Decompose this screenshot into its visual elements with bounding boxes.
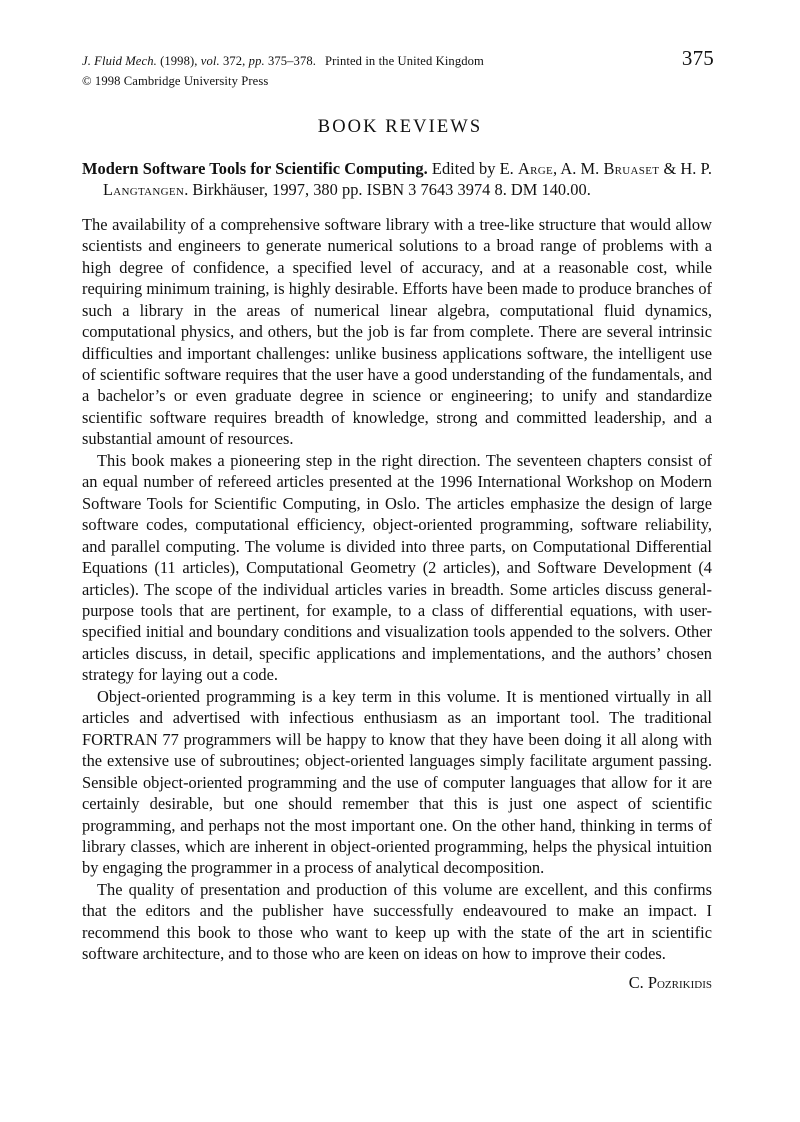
copyright-line: © 1998 Cambridge University Press xyxy=(82,74,269,88)
editor-bruaset-initials: , A. M. xyxy=(553,159,604,178)
page-number: 375 xyxy=(681,46,714,70)
editor-join: & H. P. xyxy=(659,159,712,178)
book-citation xyxy=(82,158,712,201)
journal-year: (1998), xyxy=(160,54,198,68)
review-paragraph: Object-oriented programming is a key term in this volume. It is mentioned virtually in all articles and advertised with infectious enthusiasm as an important tool. The traditional FORTRAN 77 programmers will be happy to know that they have been doing it all along with the extensive use of subroutines; object-oriented languages simply facilitate argument passing. Sensible object-oriented programming and the use of computer languages that allow for it are certainly desirable, but one should remember that this is just one aspect of scientific programming, and perhaps not the most important one. On the other hand, thinking in terms of library classes, which are inherent in object-oriented programming, helps the physical intuition by engaging the programmer in a process of analytical decomposition. xyxy=(82,686,712,878)
text-column xyxy=(82,158,712,993)
volume-label: vol. xyxy=(200,54,220,68)
review-paragraph: The availability of a comprehensive software library with a tree-like structure that would allow scientists and engineers to generate numerical solutions to a broad range of problems with a high degree of confidence, a specified level of accuracy, and at a reasonable cost, while requiring minimum training, is highly desirable. Efforts have been made to produce branches of such a library in the areas of numerical linear algebra, computational fluid dynamics, computational physics, and others, but the job is far from complete. There are several intrinsic difficulties and important challenges: unlike business applications software, the intelligent use of scientific software requires that the user have a good understanding of the fundamentals, and a bachelor’s or even graduate degree in science or engineering; to unify and standardize scientific software requires breadth of knowledge, strong and committed leadership, and a substantial amount of resources. xyxy=(82,214,712,449)
review-paragraph: This book makes a pioneering step in the right direction. The seventeen chapters consist of an equal number of refereed articles presented at the 1996 International Workshop on Modern Software Tools for Scientific Computing, in Oslo. The articles emphasize the design of large software codes, computational efficiency, object-oriented programming, software reliability, and parallel computing. The volume is divided into three parts, on Computational Differential Equations (11 articles), Computational Geometry (2 articles), and Software Development (4 articles). The scope of the individual articles varies in breadth. Some articles discuss general-purpose tools that are pertinent, for example, to a class of differential equations, with user-specified initial and boundary conditions and visualization tools appended to the solvers. Other articles discuss, in detail, specific applications and implementations, and the authors’ chosen strategy for laying out a code. xyxy=(82,450,712,685)
page-title: BOOK REVIEWS xyxy=(317,117,483,137)
editor-langtangen: Langtangen xyxy=(103,180,185,200)
page-range: 375–378. xyxy=(267,54,316,68)
editor-arge: Arge xyxy=(517,159,553,178)
reviewer-signature xyxy=(82,972,712,993)
masthead-citation-line xyxy=(82,52,714,70)
reviewer-initial: C. xyxy=(628,972,648,992)
reviewer-surname: Pozrikidis xyxy=(647,972,712,992)
journal-name: J. Fluid Mech. xyxy=(82,54,157,68)
review-paragraph: The quality of presentation and production of this volume are excellent, and this confirms that the editors and the publisher have successfully endeavoured to make an impact. I recommend this book to those who want to keep up with the state of the art in scientific software architecture, and to those who are keen on ideas on how to improve their codes. xyxy=(82,879,712,964)
printed-in-statement: Printed in the United Kingdom xyxy=(325,54,484,68)
imprint-details: . Birkhäuser, 1997, 380 pp. ISBN 3 7643 3974 8. DM 140.00. xyxy=(184,180,591,200)
book-title: Modern Software Tools for Scientific Computing. xyxy=(82,159,428,178)
editor-bruaset: Bruaset xyxy=(603,159,660,178)
masthead xyxy=(82,46,714,90)
volume-number: 372, xyxy=(222,54,246,68)
pages-label: pp. xyxy=(248,54,265,68)
edited-by-label: Edited by E. xyxy=(427,159,518,178)
